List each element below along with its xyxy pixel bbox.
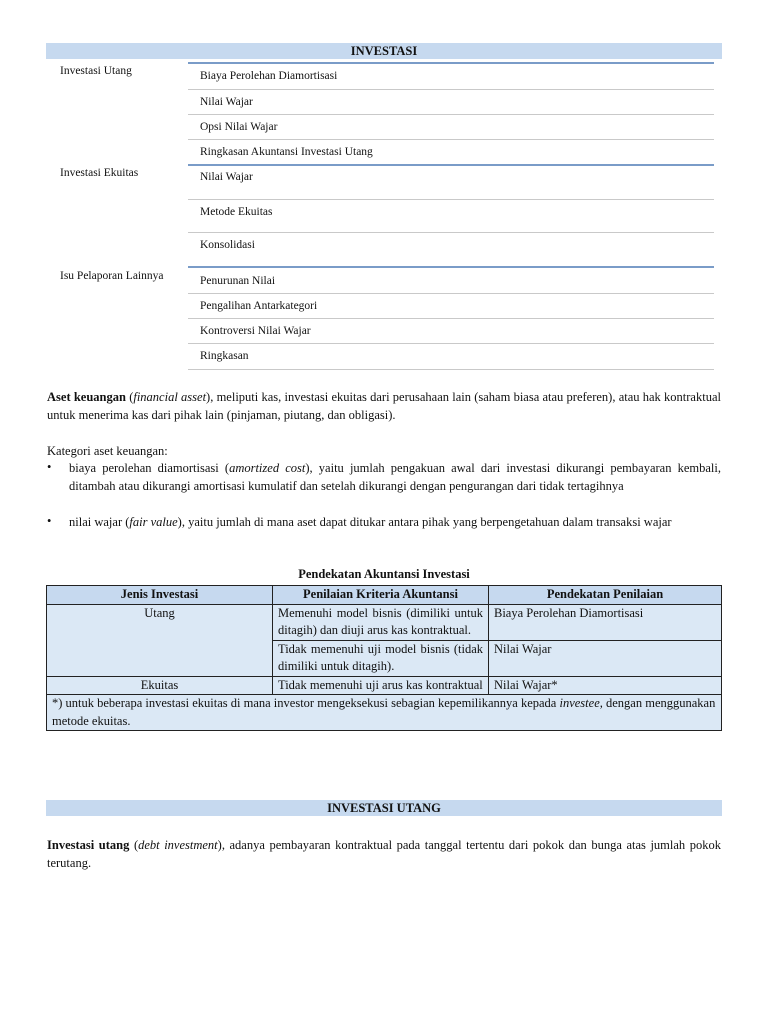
outline-item: Konsolidasi (200, 239, 255, 251)
outline-item: Penurunan Nilai (188, 268, 714, 294)
text: ), adanya pembayaran kontraktual pada tanggal tertentu dari pokok dan bunga atas jumlah pokok terutang. (47, 838, 721, 870)
cell-jenis: Utang (47, 604, 273, 676)
cell-jenis: Ekuitas (47, 676, 273, 695)
section-header-investasi: INVESTASI (46, 43, 722, 59)
outline-group-label: Isu Pelaporan Lainnya (60, 270, 164, 282)
table-row (47, 676, 722, 695)
outline-item: Opsi Nilai Wajar (188, 115, 714, 140)
outline-item: Ringkasan Akuntansi Investasi Utang (200, 146, 373, 158)
column-header: Pendekatan Penilaian (489, 586, 722, 605)
table-note (47, 695, 722, 731)
outline-item: Pengalihan Antarkategori (188, 294, 714, 319)
term-english: amortized cost (229, 461, 306, 475)
cell-kriteria: Tidak memenuhi uji arus kas kontraktual (273, 676, 489, 695)
outline-item: Metode Ekuitas (188, 200, 714, 233)
column-header: Penilaian Kriteria Akuntansi (273, 586, 489, 605)
bullet-text (69, 514, 721, 532)
text: nilai wajar ( (69, 515, 130, 529)
outline-group-items (188, 266, 714, 370)
term-english: debt investment (138, 838, 218, 852)
term-bold: Aset keuangan (47, 390, 126, 404)
outline-item: Ringkasan (188, 344, 714, 370)
table-note-row (47, 695, 722, 731)
bullet-text (69, 460, 721, 495)
outline-item: Nilai Wajar (188, 166, 714, 200)
column-header: Jenis Investasi (47, 586, 273, 605)
table-caption: Pendekatan Akuntansi Investasi (298, 567, 470, 581)
accounting-approach-table (46, 585, 722, 731)
kategori-title: Kategori aset keuangan: (47, 444, 168, 458)
term-english: fair value (129, 515, 178, 529)
outline-group-items (188, 164, 714, 267)
text: dengan menggunakan metode ekuitas. (52, 696, 716, 728)
outline-item: Kontroversi Nilai Wajar (188, 319, 714, 344)
outline-item: Biaya Perolehan Diamortisasi (188, 64, 714, 90)
bullet-icon: • (47, 514, 52, 528)
text: ( (129, 838, 139, 852)
term-english: investee, (559, 696, 603, 710)
cell-pendekatan: Biaya Perolehan Diamortisasi (489, 604, 722, 640)
outline-group-items (188, 62, 714, 166)
paragraph-aset-keuangan (47, 388, 721, 424)
section-header-investasi-utang: INVESTASI UTANG (46, 800, 722, 816)
bullet-item (47, 514, 721, 550)
outline-group-label: Investasi Utang (60, 65, 132, 77)
term-english: financial asset (133, 390, 207, 404)
text: biaya perolehan diamortisasi ( (69, 461, 230, 475)
outline-item: Nilai Wajar (188, 90, 714, 115)
term-bold: Investasi utang (47, 838, 130, 852)
cell-kriteria: Tidak memenuhi uji model bisnis (tidak dimiliki untuk ditagih). (273, 640, 489, 676)
text: *) untuk beberapa investasi ekuitas di mana investor mengeksekusi sebagian kepemilikannya kepada (52, 696, 560, 710)
text: ), meliputi kas, investasi ekuitas dari perusahaan lain (saham biasa atau preferen), atau hak kontraktual untuk menerima kas dari pihak lain (pinjaman, piutang, dan obligasi). (47, 390, 721, 422)
table-row (47, 604, 722, 640)
outline-group-label: Investasi Ekuitas (60, 167, 139, 179)
cell-kriteria: Memenuhi model bisnis (dimiliki untuk ditagih) dan diuji arus kas kontraktual. (273, 604, 489, 640)
topic-outline (46, 61, 722, 373)
cell-pendekatan: Nilai Wajar* (489, 676, 722, 695)
bullet-icon: • (47, 460, 52, 474)
table-header-row (47, 586, 722, 605)
text: ( (125, 390, 134, 404)
cell-pendekatan: Nilai Wajar (489, 640, 722, 676)
text: ), yaitu jumlah di mana aset dapat ditukar antara pihak yang berpengetahuan dalam transaksi wajar (177, 515, 672, 529)
paragraph-investasi-utang (47, 836, 721, 872)
bullet-item (47, 460, 721, 514)
text: ), yaitu jumlah pengakuan awal dari investasi dikurangi pembayaran kembali, ditambah atau dikurangi amortisasi kumulatif dan setelah dikurangi dengan pengurangan dari tidak tertagihnya (69, 461, 721, 493)
